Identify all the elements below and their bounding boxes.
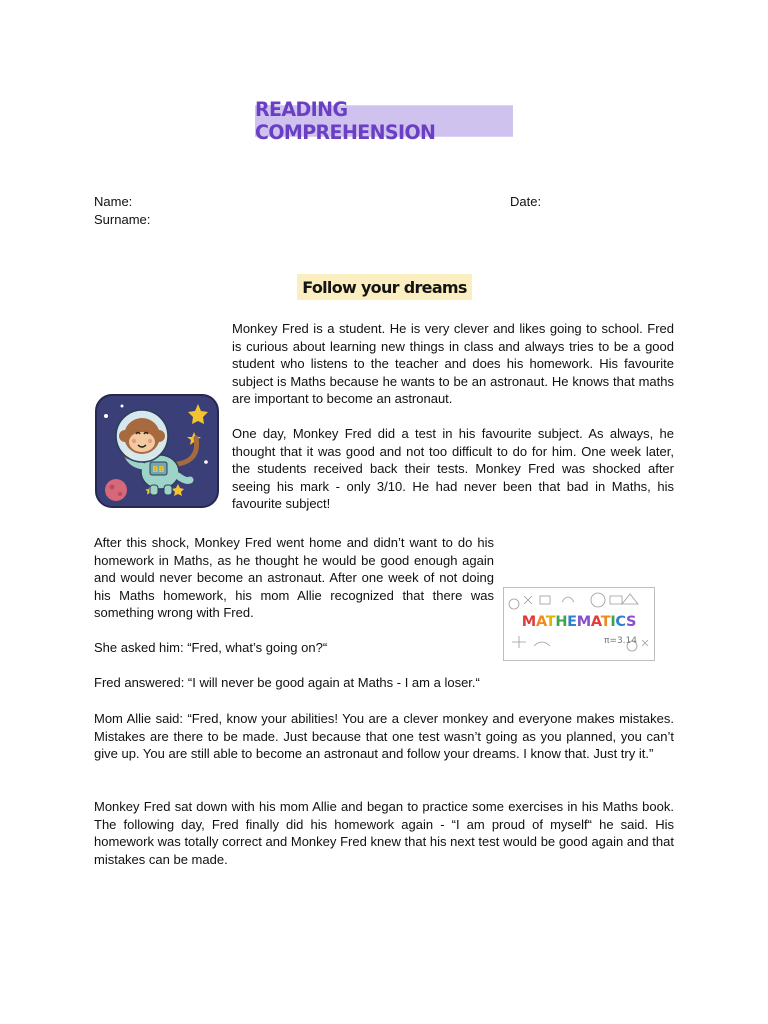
story-paragraph-7: Monkey Fred sat down with his mom Allie and began to practice some exercises in his Maths book. The following day, Fred finally did his homework again - “I am proud of myself“ he said. His homework was totally correct and Monkey Fred knew that his next test would be good again and that mistakes can be made. — [94, 799, 674, 867]
story-paragraph-6: Mom Allie said: “Fred, know your abilities! You are a clever monkey and everyone makes mistakes. Mistakes are there to be made. Just because that one test wasn’t going as you planned, you can’t give up. You are still able to become an astronaut and follow your dreams. I know that. Just try it.” — [94, 711, 674, 762]
surname-label: Surname: — [94, 212, 151, 227]
suit-badge: BB — [152, 465, 165, 474]
story-title: Follow your dreams — [297, 274, 472, 300]
name-label: Name: — [94, 194, 133, 209]
page-title: READING COMPREHENSION — [255, 105, 513, 137]
story-paragraph-4: She asked him: “Fred, what’s going on?“ — [94, 639, 328, 655]
story-paragraph-1: Monkey Fred is a student. He is very clever and likes going to school. Fred is curious about learning new things in class and always tries to be a good student who listens to the teacher and does his homework. His favourite subject is Maths because he wants to be an astronaut. He knows that maths are important to become an astronaut. — [232, 321, 674, 407]
mathematics-image — [503, 587, 655, 661]
story-paragraph-2: One day, Monkey Fred did a test in his favourite subject. As always, he thought that it was good and not too difficult to do for him. One week later, the students received back their tests. Monkey Fred was shocked after seeing his mark - only 3/10. He had never been that bad in Maths, his favourite subject! — [232, 425, 674, 512]
story-paragraph-5: Fred answered: “I will never be good again at Maths - I am a loser.“ — [94, 674, 480, 690]
mathematics-doodle-icon — [504, 588, 654, 660]
math-formula: π=3.14 — [604, 636, 637, 646]
monkey-astronaut-illustration — [94, 392, 220, 510]
date-label: Date: — [510, 194, 542, 209]
story-paragraph-3: After this shock, Monkey Fred went home and didn’t want to do his homework in Maths, as he thought he would be good enough again and would never become an astronaut. After one week of not doing his Maths homework, his mom Allie recognized that there was something wrong with Fred. — [94, 535, 494, 621]
planet-icon — [105, 479, 127, 501]
svg-text:MATHEMATICS: MATHEMATICS — [521, 614, 637, 630]
